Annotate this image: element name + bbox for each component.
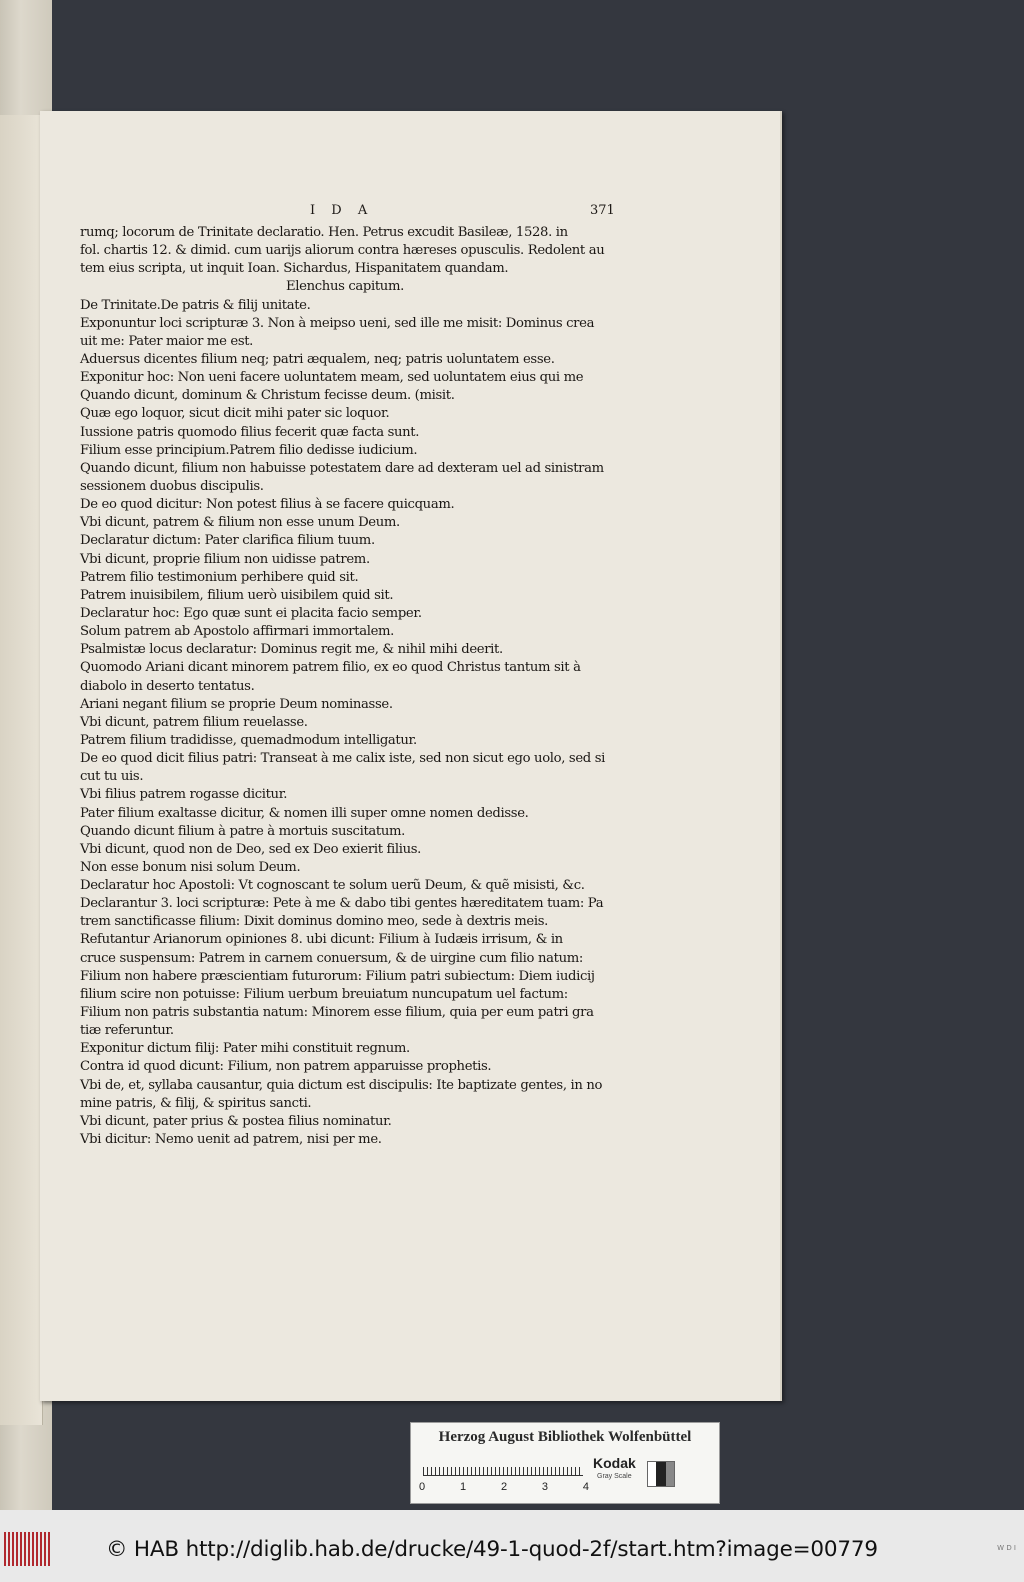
book-page	[40, 111, 782, 1401]
gray-swatch	[647, 1461, 675, 1487]
text-line: Vbi dicitur: Nemo uenit ad patrem, nisi per me.	[80, 1132, 382, 1148]
corner-mark: W D I	[997, 1544, 1016, 1552]
text-line-col: De patris & filij unitate.	[160, 297, 311, 313]
text-line: Quando dicunt, dominum & Christum fecisse deum. (misit.	[80, 388, 455, 404]
text-line: Vbi dicunt, quod non de Deo, sed ex Deo exierit filius.	[80, 841, 422, 857]
text-line: trem sanctificasse filium: Dixit dominus domino meo, sede à dextris meis.	[80, 914, 548, 930]
text-line: tem eius scripta, ut inquit Ioan. Sichardus, Hispanitatem quandam.	[80, 261, 509, 277]
hab-logo-icon	[4, 1532, 50, 1566]
text-line: tiæ referuntur.	[80, 1023, 174, 1039]
text-line: Vbi filius patrem rogasse dicitur.	[80, 787, 288, 803]
text-line: Vbi dicunt, patrem filium reuelasse.	[80, 714, 308, 730]
ruler-numbers	[419, 1481, 589, 1493]
text-line: diabolo in deserto tentatus.	[80, 678, 255, 694]
text-line: Exponitur dictum filij: Pater mihi constituit regnum.	[80, 1041, 410, 1057]
page-number: 371	[590, 203, 615, 218]
text-line: Filium non habere præscientiam futurorum: Filium patri subiectum: Diem iudicij	[80, 968, 595, 984]
running-head: I D A	[310, 203, 374, 218]
text-line: mine patris, & filij, & spiritus sancti.	[80, 1095, 312, 1111]
ruler-number: 2	[500, 1481, 508, 1493]
text-line: Patrem filium tradidisse, quemadmodum intelligatur.	[80, 732, 417, 748]
bottom-bar	[0, 1510, 1024, 1582]
text-line: Exponitur hoc: Non ueni facere uoluntatem meam, sed uoluntatem eius qui me	[80, 370, 584, 386]
text-line: Declarantur 3. loci scripturæ: Pete à me & dabo tibi gentes hæreditatem tuam: Pa	[80, 896, 604, 912]
text-line: Refutantur Arianorum opiniones 8. ubi dicunt: Filium à Iudæis irrisum, & in	[80, 932, 563, 948]
text-line: Pater filium exaltasse dicitur, & nomen illi super omne nomen dedisse.	[80, 805, 529, 821]
text-line: Non esse bonum nisi solum Deum.	[80, 859, 301, 875]
copyright-link[interactable]: © HAB http://diglib.hab.de/drucke/49-1-quod-2f/start.htm?image=00779	[106, 1537, 878, 1562]
text-line	[80, 297, 610, 315]
text-line: filium scire non potuisse: Filium uerbum breuiatum nuncupatum uel factum:	[80, 986, 568, 1002]
text-line: Quando dicunt filium à patre à mortuis suscitatum.	[80, 823, 405, 839]
text-line	[80, 442, 610, 460]
text-line: Aduersus dicentes filium neq; patri æqualem, neq; patris uoluntatem esse.	[80, 351, 555, 367]
text-line: Patrem filio testimonium perhibere quid sit.	[80, 569, 359, 585]
text-line: sessionem duobus discipulis.	[80, 478, 264, 494]
text-line: cut tu uis.	[80, 769, 144, 785]
text-line: Declaratur hoc: Ego quæ sunt ei placita facio semper.	[80, 605, 422, 621]
text-line: cruce suspensum: Patrem in carnem conuersum, & de uirgine cum filio natum:	[80, 950, 583, 966]
text-line: Declaratur hoc Apostoli: Vt cognoscant te solum uerũ Deum, & quẽ misisti, &c.	[80, 878, 585, 894]
text-line: Contra id quod dicunt: Filium, non patrem apparuisse prophetis.	[80, 1059, 492, 1075]
ruler-number: 3	[541, 1481, 549, 1493]
text-line: Vbi dicunt, pater prius & postea filius nominatur.	[80, 1113, 392, 1129]
text-line: Vbi dicunt, patrem & filium non esse unum Deum.	[80, 515, 400, 531]
text-line: Quæ ego loquor, sicut dicit mihi pater sic loquor.	[80, 406, 390, 422]
text-line-col: Patrem filio dedisse iudicium.	[229, 442, 418, 458]
text-line: Quomodo Ariani dicant minorem patrem filio, ex eo quod Christus tantum sit à	[80, 660, 581, 676]
ruler-number: 1	[459, 1481, 467, 1493]
ruler-scale	[423, 1459, 583, 1476]
gray-scale-label: Gray Scale	[597, 1473, 632, 1480]
text-line: fol. chartis 12. & dimid. cum uarijs aliorum contra hæreses opusculis. Redolent au	[80, 243, 605, 259]
text-line: Quando dicunt, filium non habuisse potestatem dare ad dexteram uel ad sinistram	[80, 460, 604, 476]
text-line: Solum patrem ab Apostolo affirmari immortalem.	[80, 624, 395, 640]
kodak-brand: Kodak	[593, 1455, 636, 1471]
text-line: Ariani negant filium se proprie Deum nominasse.	[80, 696, 393, 712]
text-line: Filium non patris substantia natum: Minorem esse filium, quia per eum patri gra	[80, 1005, 594, 1021]
page-text	[80, 224, 610, 1149]
text-line: Patrem inuisibilem, filium uerò uisibilem quid sit.	[80, 587, 394, 603]
text-line: Vbi de, et, syllaba causantur, quia dictum est discipulis: Ite baptizate gentes, in no	[80, 1077, 603, 1093]
text-line: Exponuntur loci scripturæ 3. Non à meipso ueni, sed ille me misit: Dominus crea	[80, 315, 595, 331]
text-line: Declaratur dictum: Pater clarifica filium tuum.	[80, 533, 375, 549]
text-line: uit me: Pater maior me est.	[80, 333, 254, 349]
previous-page-edge	[0, 115, 43, 1425]
library-name: Herzog August Bibliothek Wolfenbüttel	[438, 1429, 692, 1445]
library-color-card	[410, 1422, 720, 1504]
text-line: Elenchus capitum.	[286, 279, 404, 295]
text-line: rumq; locorum de Trinitate declaratio. Hen. Petrus excudit Basileæ, 1528. in	[80, 225, 568, 240]
text-line: Psalmistæ locus declaratur: Dominus regit me, & nihil mihi deerit.	[80, 642, 503, 658]
text-line-col: Filium esse principium.	[80, 442, 230, 458]
ruler-number: 0	[419, 1481, 426, 1493]
text-line: De eo quod dicit filius patri: Transeat à me calix iste, sed non sicut ego uolo, sed si	[80, 751, 606, 767]
text-line: Vbi dicunt, proprie filium non uidisse patrem.	[80, 551, 370, 567]
text-line-col: De Trinitate.	[80, 297, 161, 313]
text-line: De eo quod dicitur: Non potest filius à se facere quicquam.	[80, 497, 455, 513]
ruler-number: 4	[582, 1481, 589, 1493]
text-line: Iussione patris quomodo filius fecerit quæ facta sunt.	[80, 424, 420, 440]
